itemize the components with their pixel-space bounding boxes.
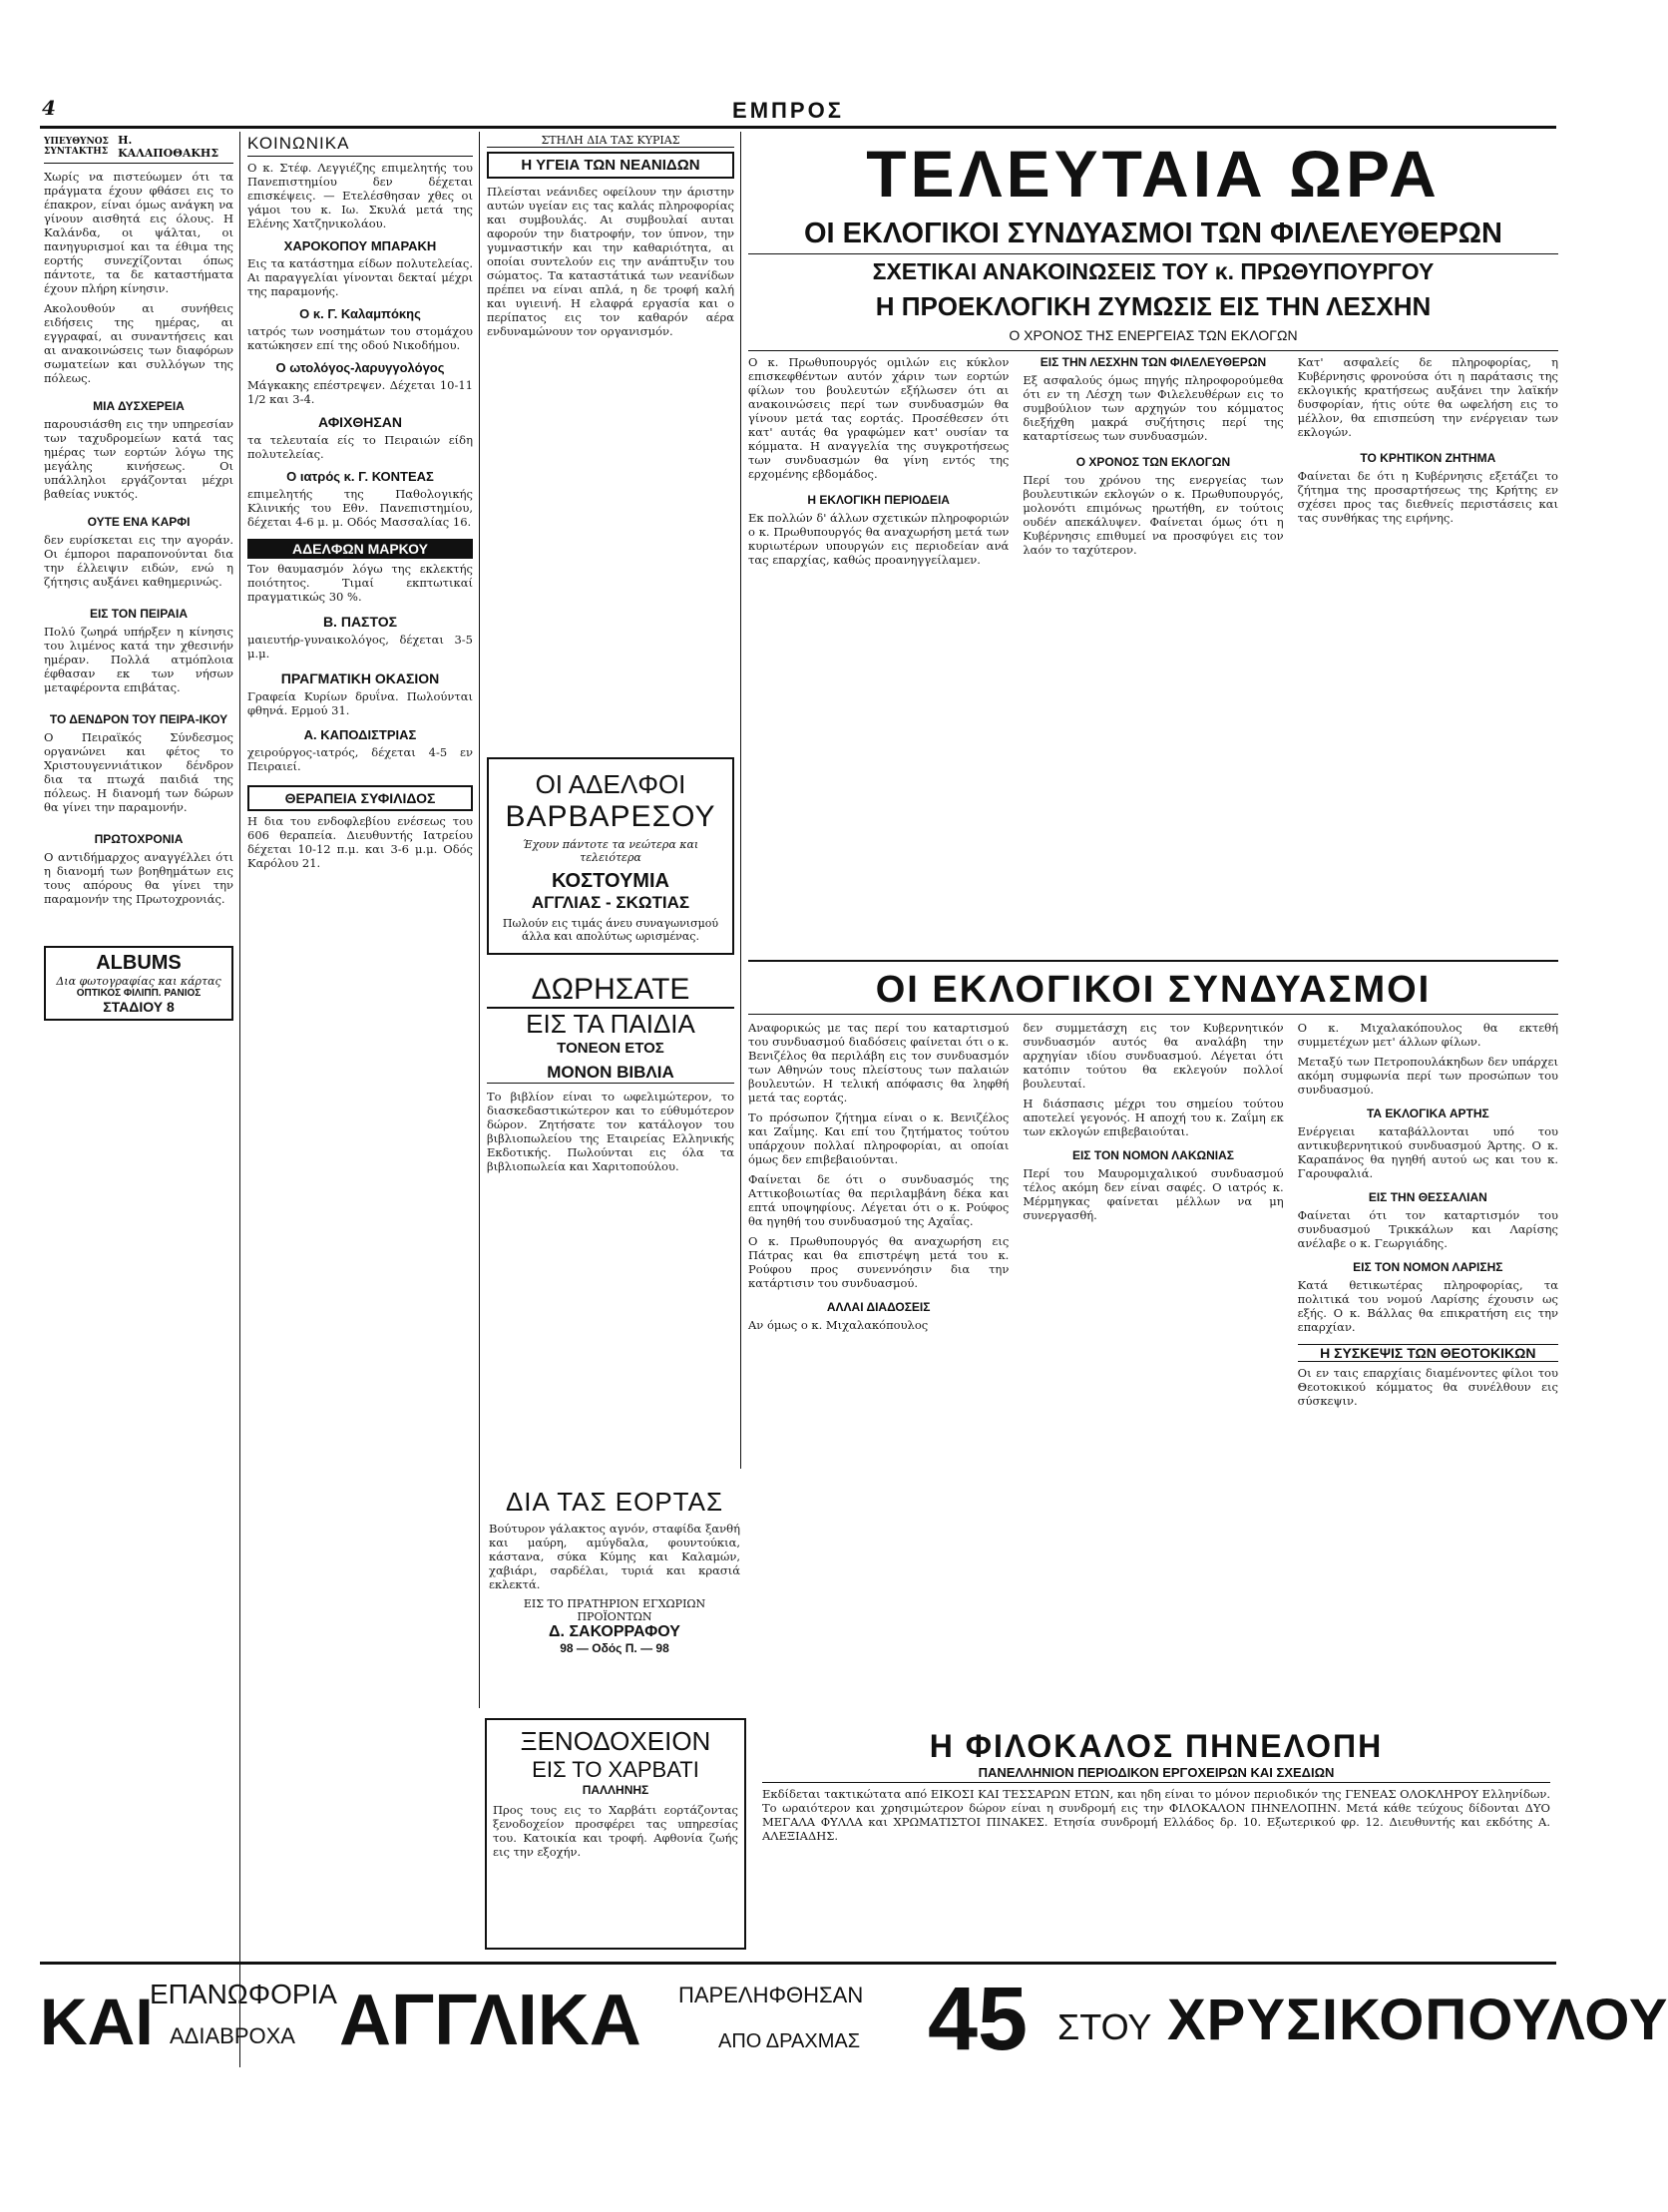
lead-article bbox=[748, 134, 1558, 952]
article-text: Φαίνεται δε ότι ο συνδυασμός της Αττικοβοιωτίας θα περιλαμβάνη δέκα και επτά υποψηφίους. Λέγεται ότι ο κ. Ρούφος θα ηγηθή του συνδυασμού της Αχαΐας. bbox=[748, 1172, 1010, 1228]
ad-title: ΠΑΛΛΗΝΗΣ bbox=[582, 1783, 649, 1797]
syndyasmoi-article bbox=[748, 966, 1558, 1674]
albums-shop: ΟΠΤΙΚΟΣ ΦΙΛΙΠΠ. ΡΑΝΙΟΣ bbox=[76, 988, 202, 999]
article-headline: Η ΥΓΕΙΑ ΤΩΝ ΝΕΑΝΙΔΩΝ bbox=[487, 152, 734, 179]
banner-line1: ΕΠΑΝΩΦΟΡΙΑ bbox=[150, 1979, 337, 2009]
banner-store: ΧΡΥΣΙΚΟΠΟΥΛΟΥ bbox=[1167, 1988, 1668, 2052]
article-text: επιμελητής της Παθολογικής Κλινικής του Εθν. Πανεπιστημίου, δέχεται 4-6 μ. μ. Οδός Μασσαλίας 16. bbox=[247, 487, 473, 529]
section-heading: ΟΥΤΕ ΕΝΑ ΚΑΡΦΙ bbox=[87, 515, 191, 529]
column-2 bbox=[247, 134, 473, 1700]
article-text: Εκ πολλών δ' άλλων σχετικών πληροφοριών ο κ. Πρωθυπουργός θα αναχωρήση μετά των κυριωτέρων υπουργών εις περιοδείαν ανά τας επαρχίας, καθώς προανηγγείλαμεν. bbox=[748, 511, 1010, 567]
article-text: Εξ ασφαλούς όμως πηγής πληροφορούμεθα ότι εν τη Λέσχη των Φιλελευθέρων εις το συμβούλιον των αρχηγών του κόμματος διεξήχθη μακρά συζήτησις περί της καταρτίσεως των συνδυασμών. bbox=[1023, 373, 1284, 443]
ad-heading: ΧΑΡΟΚΟΠΟΥ ΜΠΑΡΑΚΗ bbox=[283, 238, 437, 253]
banner-aggliká: ΑΓΓΛΙΚΑ bbox=[339, 1981, 641, 2060]
ad-title: ΒΑΡΒΑΡΕΣΟΥ bbox=[505, 800, 716, 833]
column-1 bbox=[44, 134, 233, 2059]
article-text: Φαίνεται δε ότι η Κυβέρνησις εξετάζει το ζήτημα της προσαρτήσεως της Κρήτης εν σχέσει προς τας διεθνείς περιστάσεις και τας συνθήκας της ειρήνης. bbox=[1297, 469, 1558, 525]
lead-headline: ΤΕΛΕΥΤΑΙΑ ΩΡΑ bbox=[866, 137, 1441, 211]
ad-title: ΕΙΣ ΤΑ ΠΑΙΔΙΑ bbox=[526, 1009, 695, 1039]
lead-subheading: Ο ΧΡΟΝΟΣ ΤΗΣ ΕΝΕΡΓΕΙΑΣ ΤΩΝ ΕΚΛΟΓΩΝ bbox=[1009, 327, 1298, 343]
banner-from: ΑΠΟ ΔΡΑΧΜΑΣ bbox=[718, 2030, 861, 2052]
section-heading-koinonika: ΚΟΙΝΩΝΙΚΑ bbox=[247, 134, 473, 157]
lead-column bbox=[1298, 355, 1558, 567]
section-heading: ΕΙΣ ΤΗΝ ΛΕΣΧΗΝ ΤΩΝ ΦΙΛΕΛΕΥΘΕΡΩΝ bbox=[1040, 355, 1267, 369]
ad-heading: Ο ωτολόγος-λαρυγγολόγος bbox=[275, 360, 445, 375]
section-rule bbox=[748, 960, 1558, 962]
albums-address: ΣΤΑΔΙΟΥ 8 bbox=[103, 999, 175, 1015]
xenodoxeio-ad bbox=[485, 1718, 746, 1950]
lead-subheading: ΟΙ ΕΚΛΟΓΙΚΟΙ ΣΥΝΔΥΑΣΜΟΙ ΤΩΝ ΦΙΛΕΛΕΥΘΕΡΩΝ bbox=[748, 214, 1558, 254]
article-text: χειρούργος-ιατρός, δέχεται 4-5 εν Πειραιεί. bbox=[247, 745, 473, 773]
article-text: ιατρός των νοσημάτων του στομάχου κατώκησεν επί της οδού Νικοδήμου. bbox=[247, 324, 473, 352]
syndyasmoi-column bbox=[748, 1021, 1009, 1408]
section-heading: ΕΙΣ ΤΟΝ ΝΟΜΟΝ ΛΑΚΩΝΙΑΣ bbox=[1071, 1148, 1234, 1162]
article-text: Ο κ. Μιχαλακόπουλος θα εκτεθή συμμετέχων μετ' άλλων φίλων. bbox=[1297, 1021, 1558, 1049]
banner-arrived: ΠΑΡΕΛΗΦΘΗΣΑΝ bbox=[678, 1983, 864, 2007]
article-text: Γραφεία Κυρίων δρυΐνα. Πωλούνται φθηνά. Ερμού 31. bbox=[247, 689, 473, 717]
page-number: 4 bbox=[42, 96, 56, 120]
albums-text: Δια φωτογραφίας και κάρτας bbox=[56, 975, 221, 988]
ad-title: ΟΙ ΑΔΕΛΦΟΙ bbox=[535, 769, 686, 799]
article-text: Τον θαυμασμόν λόγω της εκλεκτής ποιότητος. Τιμαί εκπτωτικαί πραγματικώς 30 %. bbox=[247, 562, 473, 604]
article-text: Πλείσται νεάνιδες οφείλουν την άριστην αυτών υγείαν εις τας καλάς πληροφορίας και συμβουλάς. Αι συμβουλαί αυται αφορούν την διατροφήν, τον ύπνον, την γυμναστικήν και την καθαριότητα, αι οποίαι συντελούν εις την ανάπτυξιν του σώματος. Τα καταστάτικά των νεανίδων πρέπει να είναι απλά, η δε τροφή καλή και υγιεινή. Η ελαφρά εργασία και ο περίπατος εις τον καθαρόν αέρα ενδυναμώνουν τον οργανισμόν. bbox=[487, 185, 734, 338]
ad-heading: ΑΔΕΛΦΩΝ ΜΑΡΚΟΥ bbox=[247, 539, 473, 559]
ad-text: Εκδίδεται τακτικώτατα από ΕΙΚΟΣΙ ΚΑΙ ΤΕΣΣΑΡΩΝ ΕΤΩΝ, και ηδη είναι το μόνον περιοδικόν της ΓΕΝΕΑΣ ΟΛΟΚΛΗΡΟΥ Ελληνίδων. Το ωραιότερον και χρησιμώτερον δώρον είναι η συνδρομή εις την ΦΙΛΟΚΑΛΟΝ ΠΗΝΕΛΟΠΗΝ. Μετά κάθε τεύχους δίδονται ΔΥΟ ΜΕΓΑΛΑ ΦΥΛΛΑ και ΧΡΩΜΑΤΙΣΤΟΙ ΠΙΝΑΚΕΣ. Ετησία συνδρομή Ελλάδος δρ. 10. Εξωτερικού φρ. 12. Διευθυντής και εκδότης Α. ΑΛΕΞΙΑΔΗΣ. bbox=[762, 1787, 1550, 1843]
ad-heading: ΑΦΙΧΘΗΣΑΝ bbox=[317, 414, 403, 430]
article-text: Ο αντιδήμαρχος αναγγέλλει ότι η διανομή των βοηθημάτων εις τους απόρους θα γίνει την παραμονήν της Πρωτοχρονιάς. bbox=[44, 850, 233, 906]
article-text: μαιευτήρ-γυναικολόγος, δέχεται 3-5 μ.μ. bbox=[247, 633, 473, 661]
ad-heading: Α. ΚΑΠΟΔΙΣΤΡΙΑΣ bbox=[303, 727, 417, 742]
banner-kai: ΚΑΙ bbox=[40, 1985, 154, 2058]
article-text: Το πρόσωπον ζήτημα είναι ο κ. Βενιζέλος και Ζαΐμης. Και επί του ζητήματος τούτου υπάρχουν πολλαί πληροφορίαι, αι οποίαι όμως δεν επιβεβαιούνται. bbox=[748, 1110, 1010, 1166]
article-text: Ο Πειραϊκός Σύνδεσμος οργανώνει και φέτος το Χριστουγεννιάτικον δένδρον δια τα πτωχά παιδιά της πόλεως. Η διανομή των δώρων θα γίνει την παραμονήν. bbox=[44, 730, 233, 814]
ad-heading: Ο κ. Γ. Καλαμπόκης bbox=[299, 306, 421, 321]
article-text: τα τελευταία είς το Πειραιών είδη πολυτελείας. bbox=[247, 433, 473, 461]
lead-column bbox=[748, 355, 1009, 567]
ad-text: Προς τους εις το Χαρβάτι εορτάζοντας ξενοδοχείον προσφέρει τας υπηρεσίας του. Κατοικία και τροφή. Αφθονία ζωής εις την εξοχήν. bbox=[493, 1803, 738, 1859]
ad-text: Έχουν πάντοτε τα νεώτερα και τελειότερα bbox=[522, 838, 699, 864]
article-text: Πολύ ζωηρά υπήρξεν η κίνησις του λιμένος κατά την χθεσινήν ημέραν. Πολλά ατμόπλοια έφθασαν εκ των νήσων μεταφέροντα επιβάτας. bbox=[44, 625, 233, 694]
ad-name: Δ. ΣΑΚΟΡΡΑΦΟΥ bbox=[549, 1623, 680, 1640]
lead-column bbox=[1023, 355, 1283, 567]
article-text: Κατ' ασφαλείς δε πληροφορίας, η Κυβέρνησις φρονούσα ότι η παράτασις της εκλογικής κρατήσεως αυξάνει την λαϊκήν δυσφορίαν, ήτις ούτε θα ωφελήση εις το μέλλον, θα επισπεύση την ενέργειαν των εκλογών. bbox=[1297, 355, 1558, 439]
article-text: Μάγκακης επέστρεψεν. Δέχεται 10-11 1/2 και 3-4. bbox=[247, 378, 473, 406]
article-text: παρουσιάσθη εις την υπηρεσίαν των ταχυδρομείων κατά τας ημέρας των εορτών λόγω της μεγάλης κινήσεως. Οι υπάλληλοι εργάζονται μέχρι βαθείας νυκτός. bbox=[44, 417, 233, 501]
ad-address: 98 — Οδός Π. — 98 bbox=[560, 1641, 669, 1655]
section-heading: ΤΟ ΔΕΝΔΡΟΝ ΤΟΥ ΠΕΙΡΑ-ΙΚΟΥ bbox=[49, 712, 228, 726]
article-text: Περί του Μαυρομιχαλικού συνδυασμού τέλος ακόμη δεν είναι σαφές. Ο ιατρός κ. Μέρμηγκας φαίνεται μέλλων να μη συνεργασθή. bbox=[1023, 1166, 1284, 1222]
article-text: δεν ευρίσκεται εις την αγοράν. Οι έμποροι παραπονούνται δια την έλλειψιν ειδών, ενώ η ζήτησις αυξάνει καθημερινώς. bbox=[44, 533, 233, 589]
article-text: Κατά θετικωτέρας πληροφορίας, τα πολιτικά του νομού Λαρίσης έχουσιν ως εξής. Ο κ. Βάλλας θα επικρατήση εις την επαρχίαν. bbox=[1297, 1278, 1558, 1334]
article-text: Ενέργειαι καταβάλλονται υπό του αντικυβερνητικού συνδυασμού Άρτης. Ο κ. Καραπάνος θα ηγηθή αυτού ως και του κ. Γαρουφαλιά. bbox=[1297, 1124, 1558, 1180]
albums-title: ALBUMS bbox=[96, 952, 182, 974]
ad-title: ΜΟΝΟΝ ΒΙΒΛΙΑ bbox=[487, 1063, 734, 1084]
section-heading: ΤΑ ΕΚΛΟΓΙΚΑ ΑΡΤΗΣ bbox=[1366, 1106, 1489, 1120]
ad-title: ΑΓΓΛΙΑΣ - ΣΚΩΤΙΑΣ bbox=[531, 893, 690, 912]
column-divider bbox=[479, 132, 480, 1708]
ad-heading: Β. ΠΑΣΤΟΣ bbox=[322, 614, 398, 630]
syndyasmoi-column bbox=[1298, 1021, 1558, 1408]
article-text: Οι εν ταις επαρχίαις διαμένοντες φίλοι του Θεοτοκικού κόμματος θα συνέλθουν εις σύσκεψιν. bbox=[1297, 1366, 1558, 1408]
section-heading: Η ΕΚΛΟΓΙΚΗ ΠΕΡΙΟΔΕΙΑ bbox=[807, 493, 950, 507]
column-3 bbox=[487, 134, 734, 1531]
editor-box bbox=[44, 134, 233, 164]
article-text: Χωρίς να πιστεύωμεν ότι τα πράγματα έχουν φθάσει εις το έπακρον, είναι όμως ανάγκη να γίνουν αισθητά εις όλους. Η Καλάνδα, οι ψάλται, οι πανηγυρισμοί και τα έθιμα της εορτής συνεχίζονται όπως πάντοτε, τα δε καταστήματα έχουν πλήρη κίνησιν. bbox=[44, 170, 233, 295]
ad-subtitle: ΠΑΝΕΛΛΗΝΙΟΝ ΠΕΡΙΟΔΙΚΟΝ ΕΡΓΟΧΕΙΡΩΝ ΚΑΙ ΣΧΕΔΙΩΝ bbox=[762, 1765, 1550, 1783]
syndyasmoi-column bbox=[1023, 1021, 1283, 1408]
article-text: Η διάσπασις μέχρι του σημείου τούτου αποτελεί γεγονός. Η αποχή του κ. Ζαΐμη εκ των εκλογών επιβεβαιούται. bbox=[1023, 1097, 1284, 1138]
article-text: Η δια του ενδοφλεβίου ενέσεως του 606 θεραπεία. Διευθυντής Ιατρείου δέχεται 10-12 π.μ. και 3-6 μ.μ. Οδός Καρόλου 21. bbox=[247, 814, 473, 870]
article-text: Μεταξύ των Πετροπουλάκηδων δεν υπάρχει ακόμη συμφωνία περί των προσώπων του συνδυασμού. bbox=[1297, 1055, 1558, 1097]
paper-name: ΕΜΠΡΟΣ bbox=[732, 98, 844, 123]
banner-stou: ΣΤΟΥ bbox=[1057, 2006, 1152, 2047]
section-heading: ΕΙΣ ΤΗΝ ΘΕΣΣΑΛΙΑΝ bbox=[1368, 1190, 1487, 1204]
section-kicker: ΣΤΗΛΗ ΔΙΑ ΤΑΣ ΚΥΡΙΑΣ bbox=[487, 134, 734, 148]
albums-ad bbox=[44, 946, 233, 1021]
editor-name: Η. ΚΑΛΑΠΟΘΑΚΗΣ bbox=[118, 134, 219, 160]
ad-title: ΔΩΡΗΣΑΤΕ bbox=[487, 973, 734, 1009]
article-text: Περί του χρόνου της ενεργείας των βουλευτικών εκλογών ο κ. Πρωθυπουργός, μολονότι επιμόνως ηρωτήθη, εν τούτοις ουδέν απεκάλυψεν. Φαίνεται όμως ότι η Κυβέρνησις επιθυμεί να προσφύγει εις τον λαόν το ταχύτερον. bbox=[1023, 473, 1284, 557]
ad-title: ΞΕΝΟΔΟΧΕΙΟΝ bbox=[520, 1726, 711, 1756]
ad-heading: ΠΡΑΓΜΑΤΙΚΗ ΟΚΑΣΙΟΝ bbox=[280, 670, 440, 686]
masthead-rule bbox=[40, 126, 1556, 129]
article-text: Αν όμως ο κ. Μιχαλακόπουλος bbox=[748, 1318, 929, 1332]
banner-rule bbox=[40, 1962, 1556, 1965]
section-heading: ΠΡΩΤΟΧΡΟΝΙΑ bbox=[94, 832, 184, 846]
section-heading: ΤΟ ΚΡΗΤΙΚΟΝ ΖΗΤΗΜΑ bbox=[1360, 451, 1496, 465]
penelope-ad bbox=[756, 1724, 1556, 1954]
article-text: Ο κ. Πρωθυπουργός ομιλών εις κύκλον επισκεφθέντων αυτόν χάριν των εορτών φίλων του βουλευτών εξήλωσεν ότι αι ανακοινώσεις περί των συνδυασμών θα γίνουν μετά τας εορτάς. Προσέθεσεν ότι κατ' αυτάς θα γραφώμεν κατ' ουσίαν τα κόμματα. Η αναγγελία της συγκροτήσεως των συνδυασμών θα γίνη εντός της ερχομένης εβδομάδος. bbox=[748, 355, 1010, 481]
syndyasmoi-headline: ΟΙ ΕΚΛΟΓΙΚΟΙ ΣΥΝΔΥΑΣΜΟΙ bbox=[748, 966, 1558, 1015]
dorisate-ad bbox=[487, 973, 734, 1173]
section-heading: ΜΙΑ ΔΥΣΧΕΡΕΙΑ bbox=[93, 399, 185, 413]
article-text: Ο κ. Στέφ. Λεγγιέζης επιμελητής του Πανεπιστημίου δεν δέχεται επισκέψεις. — Ετελέσθησαν χθες οι γάμοι του κ. Ιω. Σκυλά μετά της Ελένης Χατζηνικολάου. bbox=[247, 161, 473, 230]
section-heading: ΕΙΣ ΤΟΝ ΠΕΙΡΑΙΑ bbox=[89, 607, 189, 621]
ad-title: ΤΟΝΕΟΝ ΕΤΟΣ bbox=[557, 1040, 664, 1057]
banner-line2: ΑΔΙΑΒΡΟΧΑ bbox=[170, 2023, 295, 2048]
editor-label: ΥΠΕΥΘΥΝΟΣ ΣΥΝΤΑΚΤΗΣ bbox=[44, 137, 109, 157]
banner-price: 45 bbox=[928, 1970, 1029, 2069]
adelfoi-ad bbox=[487, 757, 734, 955]
ad-heading: Ο ιατρός κ. Γ. ΚΟΝΤΕΑΣ bbox=[286, 469, 434, 484]
ad-title: Η ΦΙΛΟΚΑΛΟΣ ΠΗΝΕΛΟΠΗ bbox=[929, 1728, 1384, 1764]
ad-store: ΕΙΣ ΤΟ ΠΡΑΤΗΡΙΟΝ ΕΓΧΩΡΙΩΝ ΠΡΟΪΟΝΤΩΝ bbox=[523, 1597, 706, 1623]
ad-text: Πωλούν εις τιμάς άνευ συναγωνισμού άλλα και απολύτως ωρισμένας. bbox=[502, 917, 719, 943]
section-heading: Ο ΧΡΟΝΟΣ ΤΩΝ ΕΚΛΟΓΩΝ bbox=[1075, 455, 1231, 469]
article-text: Φαίνεται ότι τον καταρτισμόν του συνδυασμού Τρικκάλων και Λαρίσης ανέλαβε ο κ. Γεωργιάδης. bbox=[1297, 1208, 1558, 1250]
dia-tas-eortas-ad bbox=[485, 1483, 744, 1712]
article-text: Εις τα κατάστημα είδων πολυτελείας. Αι παραγγελίαι γίνονται δεκταί μέχρι της παραμονής. bbox=[247, 256, 473, 298]
article-text: Ακολουθούν αι συνήθεις ειδήσεις της ημέρας, αι εγγραφαί, αι συναντήσεις και αι ανακοινώσεις των διαφόρων σωματείων και συλλόγων της πόλεως. bbox=[44, 301, 233, 385]
column-divider bbox=[740, 132, 741, 1469]
lead-rule bbox=[748, 350, 1558, 351]
section-heading: Η ΣΥΣΚΕΨΙΣ ΤΩΝ ΘΕΟΤΟΚΙΚΩΝ bbox=[1298, 1344, 1558, 1362]
lead-subheading: Η ΠΡΟΕΚΛΟΓΙΚΗ ΖΥΜΩΣΙΣ ΕΙΣ ΤΗΝ ΛΕΣΧΗΝ bbox=[875, 291, 1432, 321]
therapeia-heading: ΘΕΡΑΠΕΙΑ ΣΥΦΙΛΙΔΟΣ bbox=[247, 785, 473, 811]
column-divider bbox=[239, 132, 240, 2067]
article-text: Ο κ. Πρωθυπουργός θα αναχωρήση εις Πάτρας και θα επιστρέψη μετά του κ. Ρούφου προς συνεννόησιν δια την κατάρτισιν του συνδυασμού. bbox=[748, 1234, 1010, 1290]
article-text: δεν συμμετάσχη εις τον Κυβερνητικόν συνδυασμόν αυτός θα αναλάβη την αρχηγίαν ιδίου συνδυασμού. Λέγεται ότι κατόπιν τούτου θα εκλεγούν πολλοί βουλευταί. bbox=[1023, 1021, 1284, 1091]
section-heading: ΕΙΣ ΤΟΝ ΝΟΜΟΝ ΛΑΡΙΣΗΣ bbox=[1353, 1260, 1503, 1274]
bottom-banner bbox=[40, 1968, 1668, 2077]
section-heading: ΑΛΛΑΙ ΔΙΑΔΟΣΕΙΣ bbox=[826, 1300, 931, 1314]
ad-text: Βούτυρον γάλακτος αγνόν, σταφίδα ξανθή και μαύρη, αμύγδαλα, φουντούκια, κάστανα, σύκα Κύμης και Καλαμών, χαβιάρι, σαρδέλαι, τυριά και κρασιά εκλεκτά. bbox=[489, 1522, 740, 1591]
ad-title: ΔΙΑ ΤΑΣ ΕΟΡΤΑΣ bbox=[505, 1487, 724, 1517]
lead-subheading: ΣΧΕΤΙΚΑΙ ΑΝΑΚΟΙΝΩΣΕΙΣ ΤΟΥ κ. ΠΡΩΘΥΠΟΥΡΓΟΥ bbox=[872, 258, 1435, 284]
ad-text: Το βιβλίον είναι το ωφελιμώτερον, το διασκεδαστικώτερον και το εύθυμότερον δώρον. Ζητήσατε τον κατάλογον του βιβλιοπωλείου της Εταιρείας Ελληνικής Εκδοτικής. Πωλούνται εις όλα τα βιβλιοπωλεία και Χαριτοπούλου. bbox=[487, 1090, 734, 1173]
ad-title: ΚΟΣΤΟΥΜΙΑ bbox=[552, 870, 669, 892]
ad-title: ΕΙΣ ΤΟ ΧΑΡΒΑΤΙ bbox=[532, 1757, 699, 1782]
article-text: Αναφορικώς με τας περί του καταρτισμού του συνδυασμού διαδόσεις φαίνεται ότι ο κ. Βενιζέλος θα περιλάβη εις τον συνδυασμόν των Αθηνών τους πλείστους των παλαιών βουλευτών. Η τελική απόφασις θα ληφθή μετά τας εορτάς. bbox=[748, 1021, 1010, 1105]
